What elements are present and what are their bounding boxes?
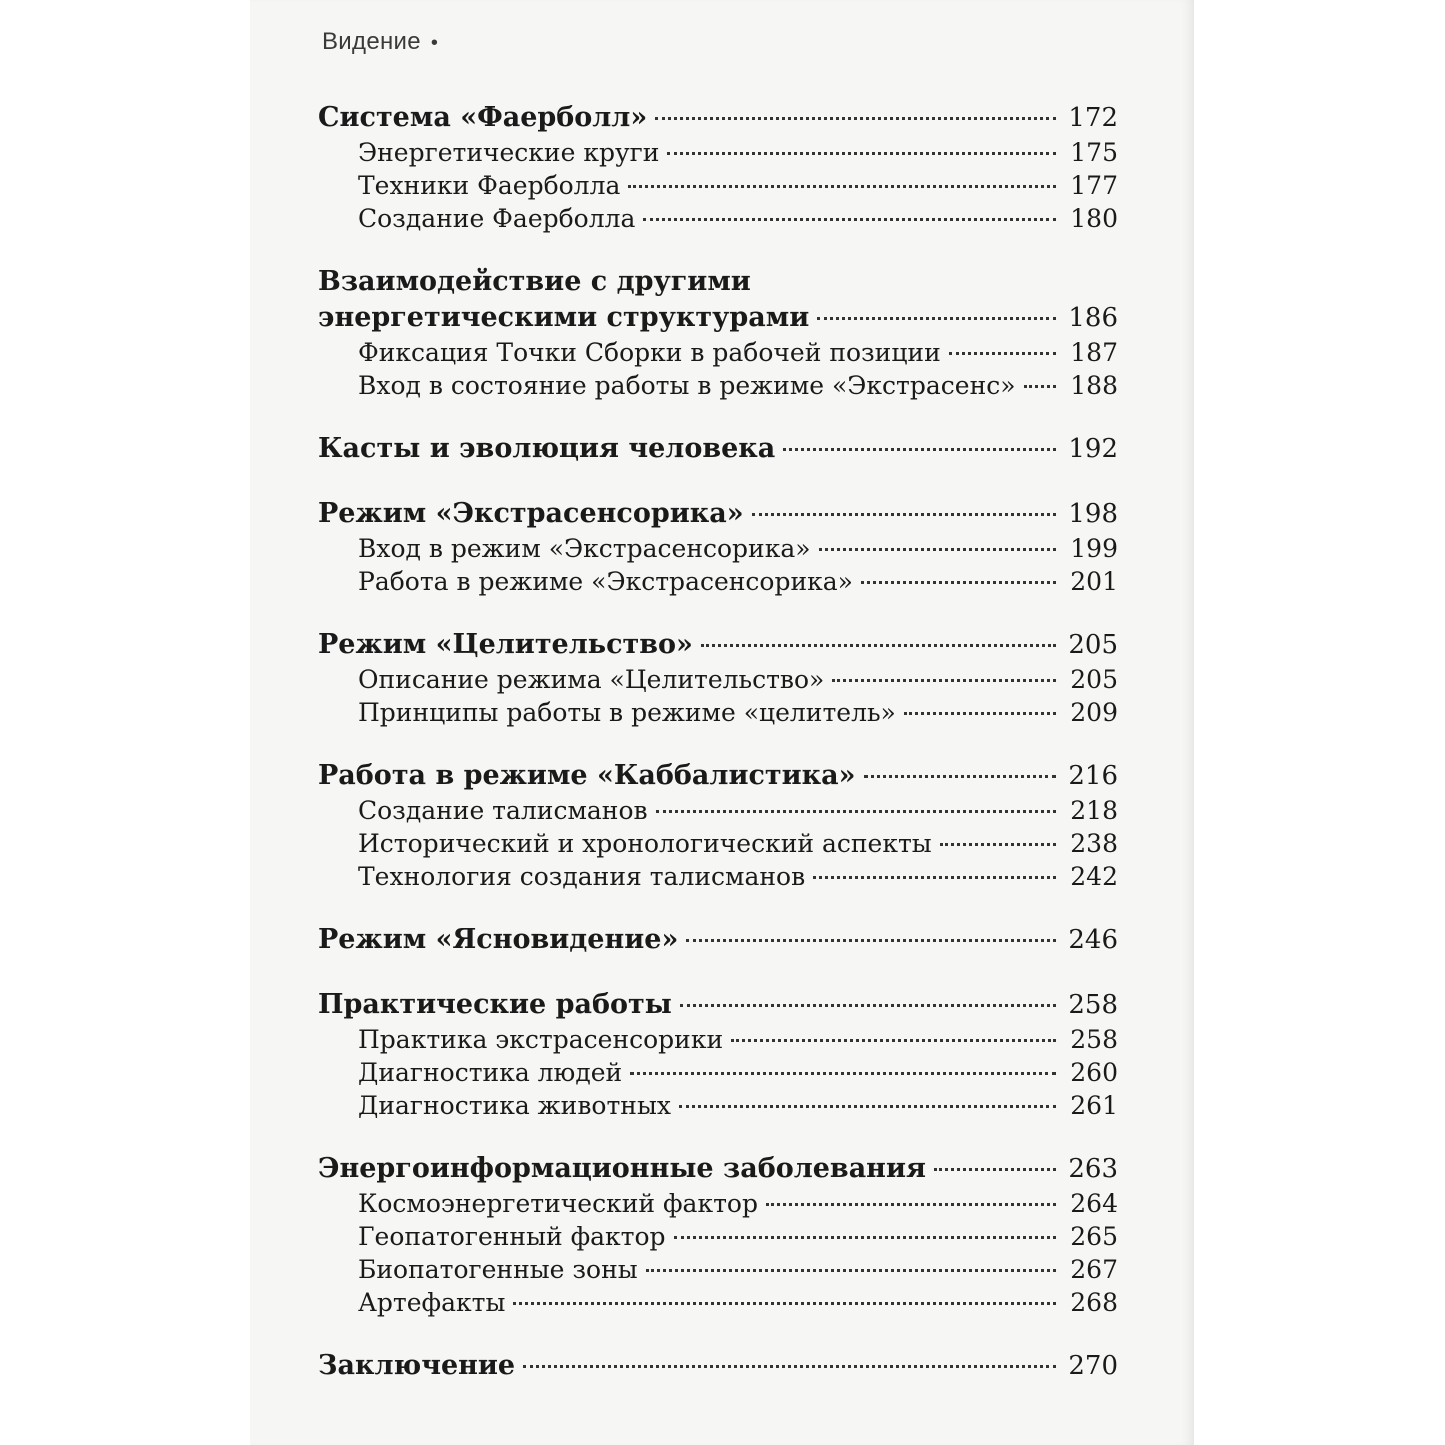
- running-head: [322, 28, 438, 56]
- toc-entry-row[interactable]: [318, 663, 1118, 696]
- toc-heading-page: 258: [1068, 990, 1118, 1020]
- toc-entry-page: 260: [1070, 1058, 1118, 1087]
- toc-entry-title: Вход в режим «Экстрасенсорика»: [358, 534, 811, 563]
- dot-leader: [752, 513, 1056, 516]
- toc-heading-title: энергетическими структурами: [318, 302, 810, 333]
- dot-leader: [513, 1302, 1056, 1305]
- dot-leader: [628, 185, 1056, 188]
- toc-heading-page: 270: [1068, 1351, 1118, 1381]
- toc-entry-row[interactable]: [318, 1286, 1118, 1319]
- toc-heading-page: 192: [1068, 434, 1118, 464]
- dot-leader: [674, 1236, 1056, 1239]
- dot-leader: [667, 152, 1056, 155]
- toc-entry-row[interactable]: [318, 1023, 1118, 1056]
- toc-heading-page: 172: [1068, 103, 1118, 133]
- dot-leader: [701, 644, 1056, 647]
- toc-entry-row[interactable]: [318, 565, 1118, 598]
- toc-section: [318, 100, 1118, 235]
- toc-entry-row[interactable]: [318, 1056, 1118, 1089]
- toc-heading-row[interactable]: [318, 100, 1118, 136]
- toc-entry-title: Техники Фаерболла: [358, 171, 621, 200]
- toc-heading-title: Взаимодействие с другими: [318, 266, 751, 297]
- toc-entry-page: 261: [1070, 1091, 1118, 1120]
- toc-heading-page: 246: [1068, 925, 1118, 955]
- dot-leader: [731, 1039, 1056, 1042]
- toc-entry-title: Геопатогенный фактор: [358, 1222, 666, 1251]
- toc-heading-page: 216: [1068, 761, 1118, 791]
- dot-leader: [630, 1072, 1056, 1075]
- toc-entry-row[interactable]: [318, 369, 1118, 402]
- dot-leader: [766, 1203, 1056, 1206]
- toc-heading-title: Практические работы: [318, 989, 672, 1020]
- toc-heading-row[interactable]: [318, 758, 1118, 794]
- toc-heading-row[interactable]: [318, 922, 1118, 958]
- toc-section: [318, 1348, 1118, 1384]
- toc-section: [318, 758, 1118, 893]
- toc-entry-page: 268: [1070, 1288, 1118, 1317]
- toc-entry-page: 218: [1070, 796, 1118, 825]
- toc-entry-page: 209: [1070, 698, 1118, 727]
- toc-entry-title: Создание талисманов: [358, 796, 648, 825]
- toc-entry-title: Энергетические круги: [358, 138, 660, 167]
- toc-entry-page: 264: [1070, 1189, 1118, 1218]
- toc-heading-row[interactable]: [318, 431, 1118, 467]
- dot-leader: [646, 1269, 1056, 1272]
- toc-heading-title: Режим «Целительство»: [318, 629, 693, 660]
- toc-section: [318, 496, 1118, 598]
- toc-entry-row[interactable]: [318, 860, 1118, 893]
- toc-entry-row[interactable]: [318, 1089, 1118, 1122]
- dot-leader: [861, 581, 1056, 584]
- toc-entry-row[interactable]: [318, 1220, 1118, 1253]
- toc-entry-title: Практика экстрасенсорики: [358, 1025, 724, 1054]
- dot-leader: [656, 810, 1056, 813]
- toc-entry-row[interactable]: [318, 696, 1118, 729]
- dot-leader: [679, 1105, 1056, 1108]
- toc-entry-page: 177: [1070, 171, 1118, 200]
- toc-entry-page: 258: [1070, 1025, 1118, 1054]
- toc-entry-title: Биопатогенные зоны: [358, 1255, 638, 1284]
- toc-entry-title: Технология создания талисманов: [358, 862, 806, 891]
- toc-heading-page: 263: [1068, 1154, 1118, 1184]
- toc-heading-title: Касты и эволюция человека: [318, 433, 776, 464]
- running-head-dot: •: [430, 32, 439, 54]
- toc-heading-row[interactable]: [318, 300, 1118, 336]
- toc-entry-page: 175: [1070, 138, 1118, 167]
- toc-entry-page: 205: [1070, 665, 1118, 694]
- toc-heading-page: 186: [1068, 303, 1118, 333]
- running-head-text: Видение: [322, 28, 421, 55]
- toc-section: [318, 987, 1118, 1122]
- toc-heading-title: Энергоинформационные заболевания: [318, 1153, 926, 1184]
- toc-entry-page: 242: [1070, 862, 1118, 891]
- toc-entry-page: 187: [1070, 338, 1118, 367]
- dot-leader: [940, 843, 1056, 846]
- toc-section: [318, 922, 1118, 958]
- toc-section: [318, 627, 1118, 729]
- toc-entry-title: Космоэнергетический фактор: [358, 1189, 758, 1218]
- toc-heading-page: 198: [1068, 499, 1118, 529]
- toc-entry-row[interactable]: [318, 336, 1118, 369]
- toc-entry-title: Создание Фаерболла: [358, 204, 636, 233]
- toc-heading-row[interactable]: [318, 1348, 1118, 1384]
- toc-entry-row[interactable]: [318, 532, 1118, 565]
- toc-entry-title: Вход в состояние работы в режиме «Экстрасенс»: [358, 371, 1016, 400]
- dot-leader: [655, 117, 1056, 120]
- toc-heading-page: 205: [1068, 630, 1118, 660]
- dot-leader: [819, 548, 1056, 551]
- toc-entry-row[interactable]: [318, 1187, 1118, 1220]
- dot-leader: [934, 1168, 1056, 1171]
- toc-entry-page: 265: [1070, 1222, 1118, 1251]
- toc-entry-row[interactable]: [318, 794, 1118, 827]
- toc-heading-row[interactable]: [318, 496, 1118, 532]
- toc-heading-title: Режим «Экстрасенсорика»: [318, 498, 744, 529]
- toc-entry-row[interactable]: [318, 1253, 1118, 1286]
- toc-heading-title: Работа в режиме «Каббалистика»: [318, 760, 856, 791]
- toc-entry-title: Диагностика людей: [358, 1058, 623, 1087]
- dot-leader: [783, 448, 1056, 451]
- dot-leader: [1024, 385, 1056, 388]
- toc-heading-row[interactable]: [318, 987, 1118, 1023]
- toc-entry-title: Описание режима «Целительство»: [358, 665, 825, 694]
- toc-entry-page: 199: [1070, 534, 1118, 563]
- toc-heading-title: Система «Фаерболл»: [318, 102, 648, 133]
- dot-leader: [949, 352, 1056, 355]
- toc-entry-title: Принципы работы в режиме «целитель»: [358, 698, 896, 727]
- toc-section: [318, 431, 1118, 467]
- toc-entry-page: 188: [1070, 371, 1118, 400]
- toc-heading-row[interactable]: [318, 627, 1118, 663]
- dot-leader: [864, 775, 1056, 778]
- toc-entry-page: 201: [1070, 567, 1118, 596]
- toc-entry-title: Фиксация Точки Сборки в рабочей позиции: [358, 338, 941, 367]
- toc-heading-title: Режим «Ясновидение»: [318, 924, 679, 955]
- dot-leader: [813, 876, 1056, 879]
- dot-leader: [832, 679, 1056, 682]
- toc-entry-row[interactable]: [318, 169, 1118, 202]
- toc-entry-page: 238: [1070, 829, 1118, 858]
- toc-section: [318, 1151, 1118, 1319]
- dot-leader: [643, 218, 1056, 221]
- toc-entry-row[interactable]: [318, 136, 1118, 169]
- toc-entry-page: 180: [1070, 204, 1118, 233]
- dot-leader: [817, 317, 1056, 320]
- toc-entry-title: Артефакты: [358, 1288, 506, 1317]
- toc-heading-row[interactable]: [318, 1151, 1118, 1187]
- toc-section: [318, 264, 1118, 402]
- toc-entry-row[interactable]: [318, 202, 1118, 235]
- dot-leader: [523, 1365, 1056, 1368]
- table-of-contents: [318, 100, 1118, 1413]
- dot-leader: [904, 712, 1056, 715]
- dot-leader: [686, 939, 1056, 942]
- toc-entry-title: Работа в режиме «Экстрасенсорика»: [358, 567, 853, 596]
- toc-entry-title: Диагностика животных: [358, 1091, 671, 1120]
- toc-entry-page: 267: [1070, 1255, 1118, 1284]
- dot-leader: [680, 1004, 1056, 1007]
- toc-heading-title: Заключение: [318, 1350, 516, 1381]
- toc-entry-row[interactable]: [318, 827, 1118, 860]
- toc-entry-title: Исторический и хронологический аспекты: [358, 829, 932, 858]
- toc-heading-row[interactable]: [318, 264, 1118, 300]
